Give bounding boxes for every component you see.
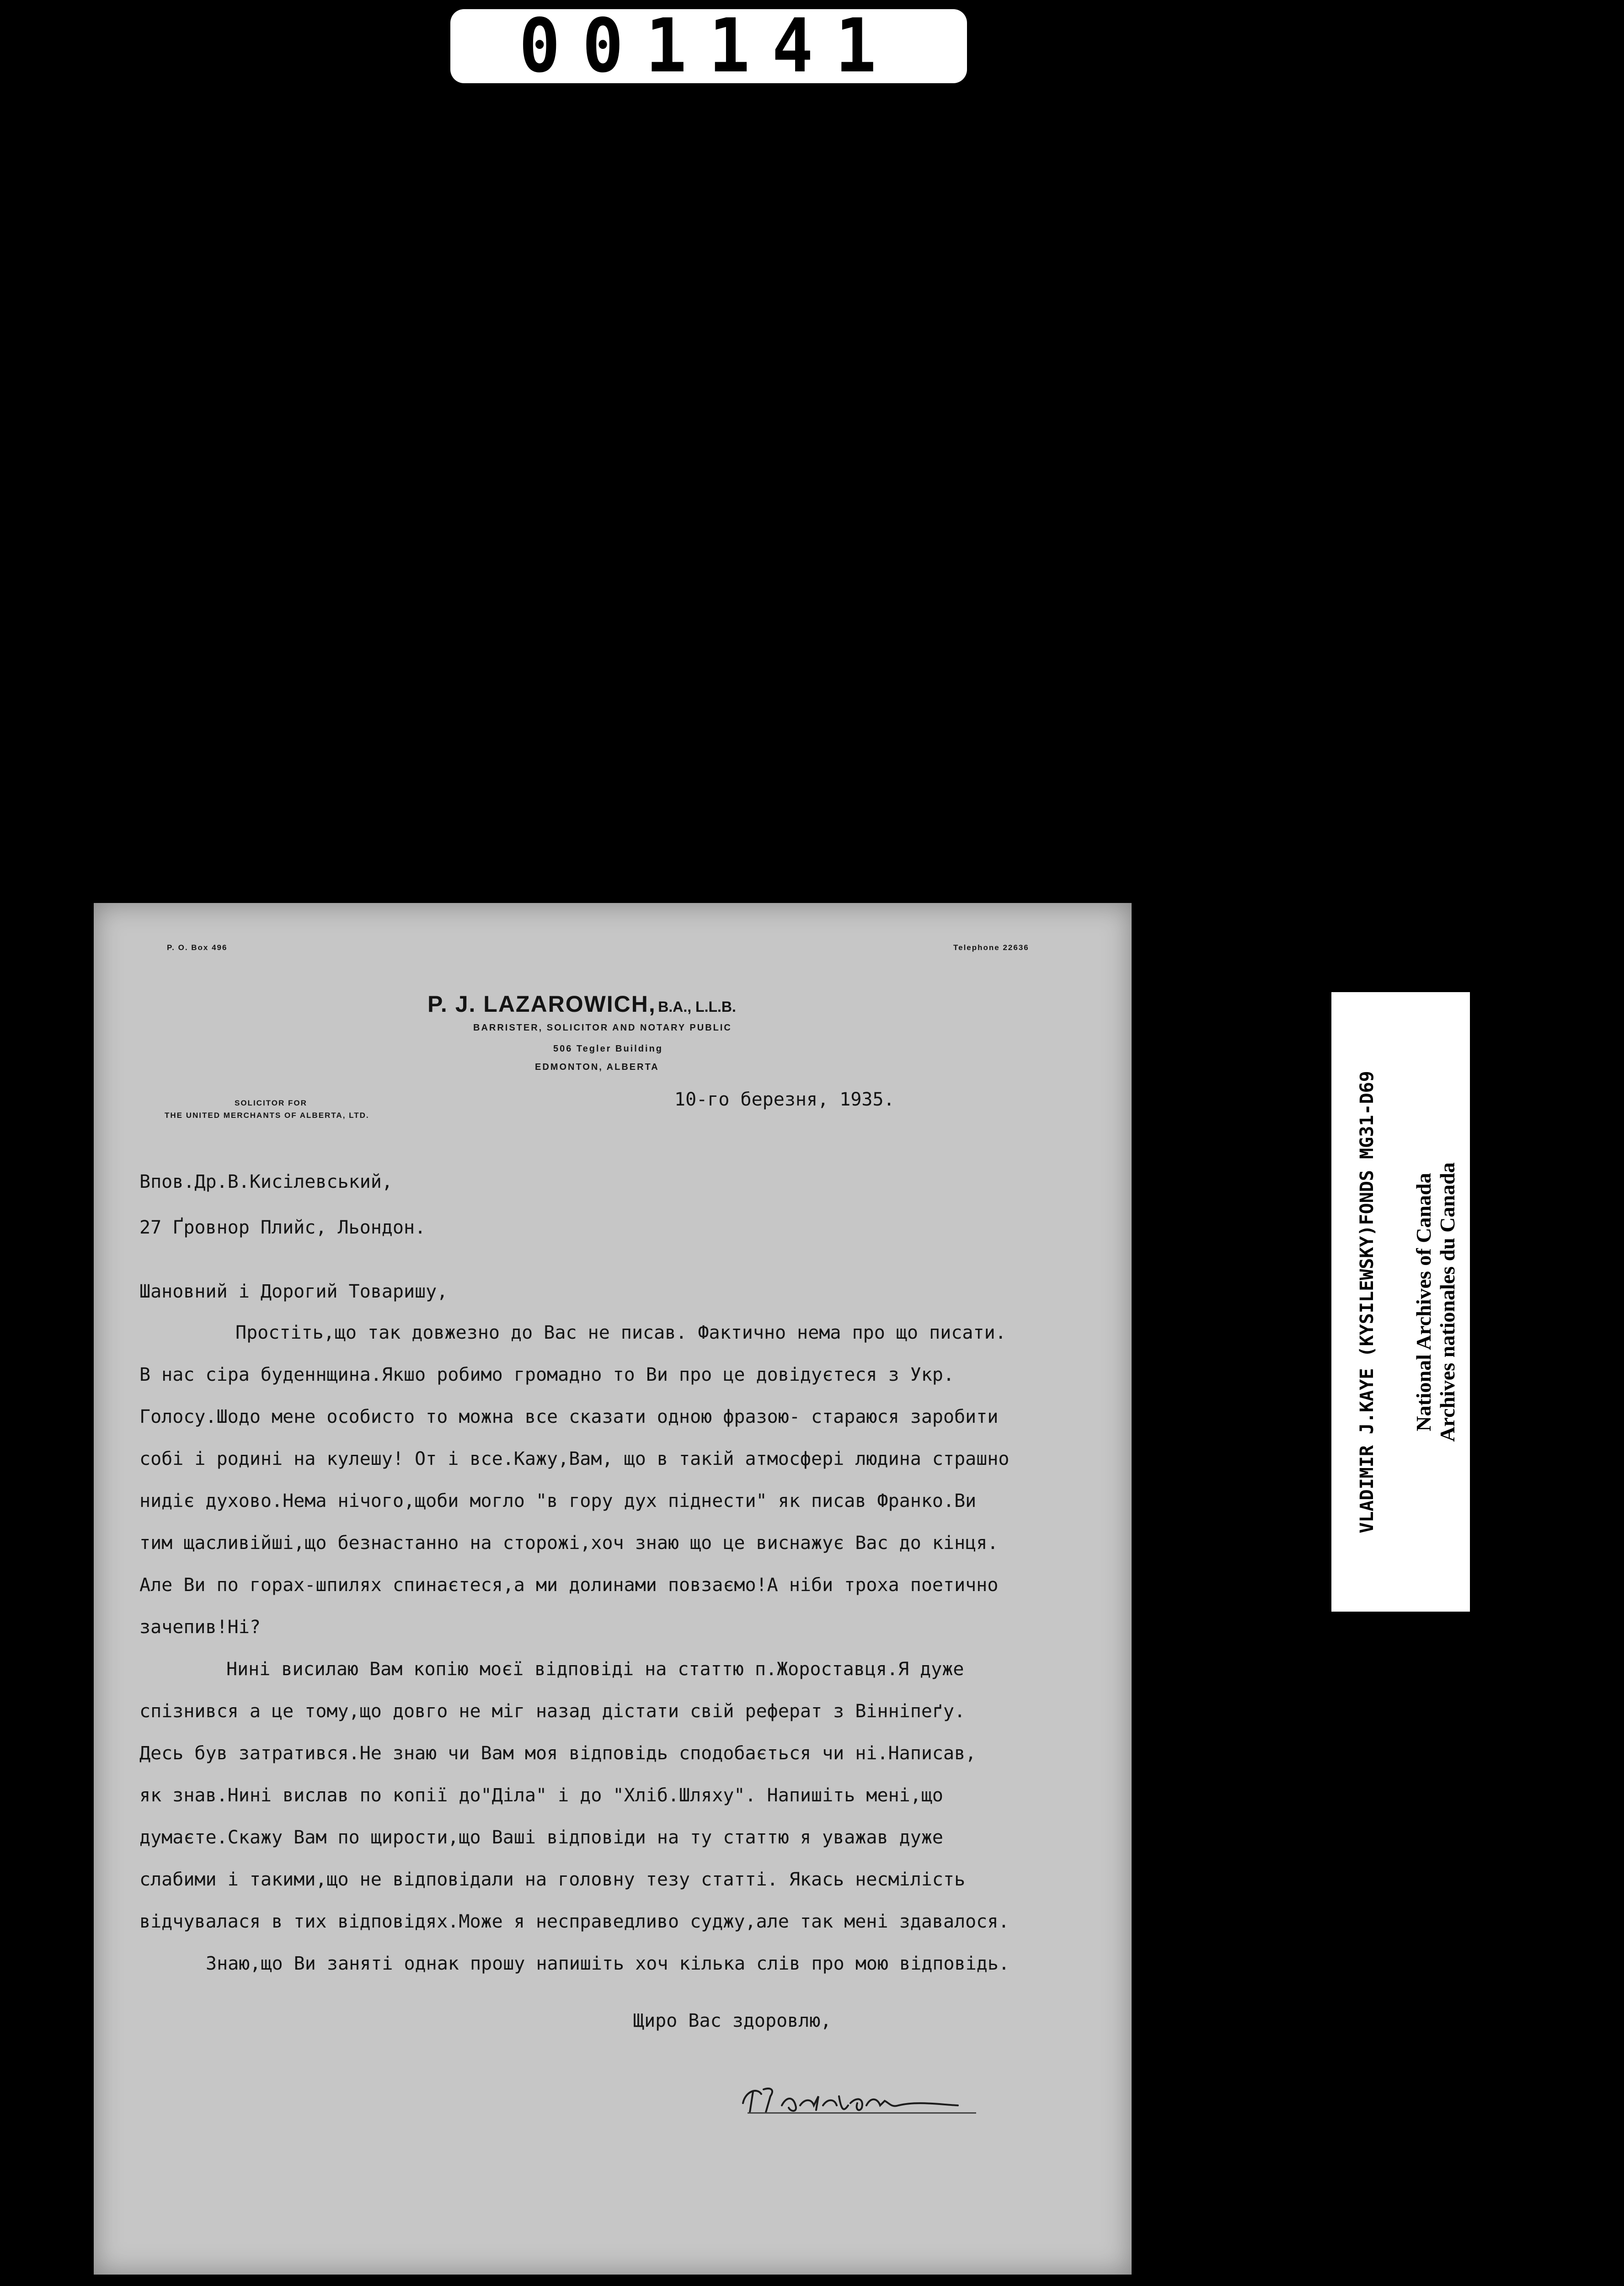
addressee-address: 27 Ґровнор Плийс, Льондон. (139, 1217, 426, 1238)
solicitor-for-company: THE UNITED MERCHANTS OF ALBERTA, LTD. (165, 1111, 369, 1120)
letterhead-title: BARRISTER, SOLICITOR AND NOTARY PUBLIC (473, 1023, 732, 1033)
body-line: Нині висилаю Вам копію моєї відповіді на статтю п.Жороставця.Я дуже (226, 1659, 964, 1680)
solicitor-for-label: SOLICITOR FOR (235, 1099, 307, 1107)
telephone: Telephone 22636 (953, 943, 1029, 952)
signature-underline (748, 2112, 976, 2114)
body-line: Знаю,що Ви заняті однак прошу напишіть хоч кілька слів про мою відповідь. (206, 1953, 1010, 1974)
body-line: зачепив!Ні? (139, 1617, 261, 1638)
body-line: думаєте.Скажу Вам по щирости,що Ваші відповіди на ту статтю я уважав дуже (139, 1827, 943, 1848)
letterhead-city: EDMONTON, ALBERTA (535, 1062, 659, 1072)
archives-label-en: National Archives of Canada (1412, 1172, 1435, 1431)
body-line: нидіє духово.Нема нічого,щоби могло "в гору дух піднести" як писав Франко.Ви (139, 1490, 977, 1512)
body-line: Голосу.Шодо мене особисто то можна все сказати одною фразою- стараюся заробити (139, 1406, 999, 1427)
body-line: як знав.Нині вислав по копії до"Діла" і до "Хліб.Шляху". Напишіть мені,що (139, 1785, 943, 1806)
po-box: P. O. Box 496 (167, 943, 228, 952)
letterhead-degrees: B.A., L.L.B. (658, 999, 736, 1015)
frame-number: 001141 (519, 3, 898, 89)
addressee-name: Впов.Др.В.Кисілевський, (139, 1171, 393, 1192)
body-line: Десь був затратився.Не знаю чи Вам моя відповідь сподобається чи ні.Написав, (139, 1743, 977, 1764)
signature (702, 2069, 976, 2124)
body-line: В нас сіра буденнщина.Якшо робимо громадно то Ви про це довідуєтеся з Укр. (139, 1364, 955, 1385)
salutation: Шановний і Дорогий Товаришу, (139, 1281, 448, 1302)
archives-label-strip (1401, 992, 1470, 1612)
fonds-label-strip (1331, 992, 1402, 1612)
letterhead-building: 506 Tegler Building (553, 1044, 663, 1054)
body-line: Простіть,що так довжезно до Вас не писав. Фактично нема про що писати. (235, 1322, 1006, 1343)
body-line: слабими і такими,що не відповідали на головну тезу статті. Якась несмілість (139, 1869, 966, 1890)
body-line: спізнився а це тому,що довго не міг назад дістати свій реферат з Вінніпеґу. (139, 1701, 966, 1722)
closing: Щиро Вас здоровлю, (633, 2010, 832, 2031)
body-line: Але Ви по горах-шпилях спинаєтеся,а ми долинами повзаємо!А ніби троха поетично (139, 1575, 999, 1596)
archives-label (1412, 1162, 1459, 1442)
body-line: відчувалася в тих відповідях.Може я несправедливо суджу,але так мені здавалося. (139, 1911, 1010, 1932)
body-line: собі і родині на кулешу! От і все.Кажу,Вам, що в такій атмосфері людина страшно (139, 1448, 1010, 1469)
fonds-label: VLADIMIR J.KAYE (KYSILEWSKY)FONDS MG31-D69 (1356, 1070, 1378, 1533)
letter-page (94, 903, 1132, 2275)
frame-number-plate (450, 3, 967, 89)
letter-date: 10-го березня, 1935. (674, 1089, 895, 1110)
body-line: тим щасливійші,що безнастанно на сторожі,хоч знаю що це виснажує Вас до кінця. (139, 1533, 999, 1554)
archives-label-fr: Archives nationales du Canada (1436, 1162, 1459, 1442)
letterhead-name-line (427, 991, 736, 1017)
letterhead-name: P. J. LAZAROWICH, (427, 991, 656, 1017)
